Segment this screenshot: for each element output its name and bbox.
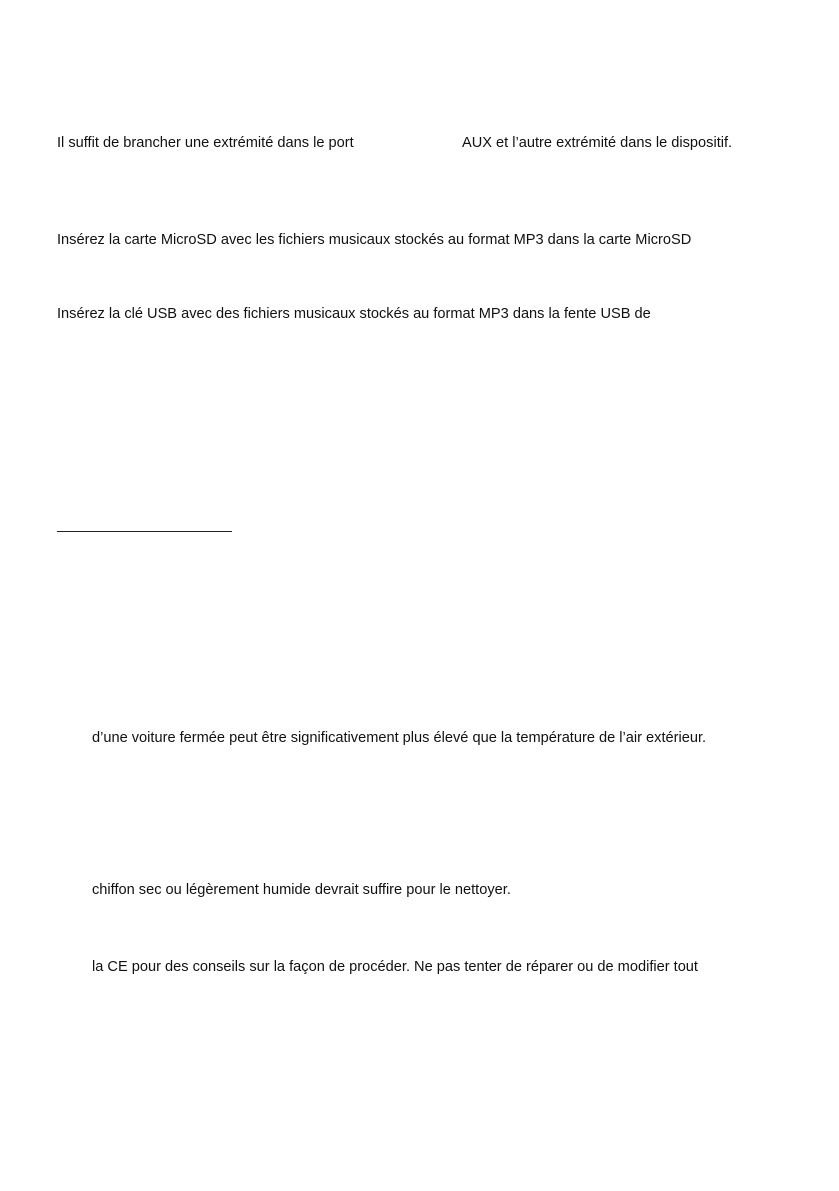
text-line-repair: la CE pour des conseils sur la façon de procéder. Ne pas tenter de réparer ou de modifier tout — [92, 959, 698, 975]
text-line-car-temperature: d’une voiture fermée peut être significativement plus élevé que la température de l’air extérieur. — [92, 730, 707, 746]
text-line-usb: Insérez la clé USB avec des fichiers musicaux stockés au format MP3 dans la fente USB de — [57, 306, 651, 322]
text-line-aux-part2: AUX et l’autre extrémité dans le dispositif. — [462, 135, 733, 151]
text-line-microsd: Insérez la carte MicroSD avec les fichiers musicaux stockés au format MP3 dans la carte MicroSD — [57, 232, 692, 248]
text-line-cleaning: chiffon sec ou légèrement humide devrait suffire pour le nettoyer. — [92, 882, 511, 898]
text-line-aux-part1: Il suffit de brancher une extrémité dans le port — [57, 135, 354, 151]
horizontal-rule — [57, 531, 232, 532]
